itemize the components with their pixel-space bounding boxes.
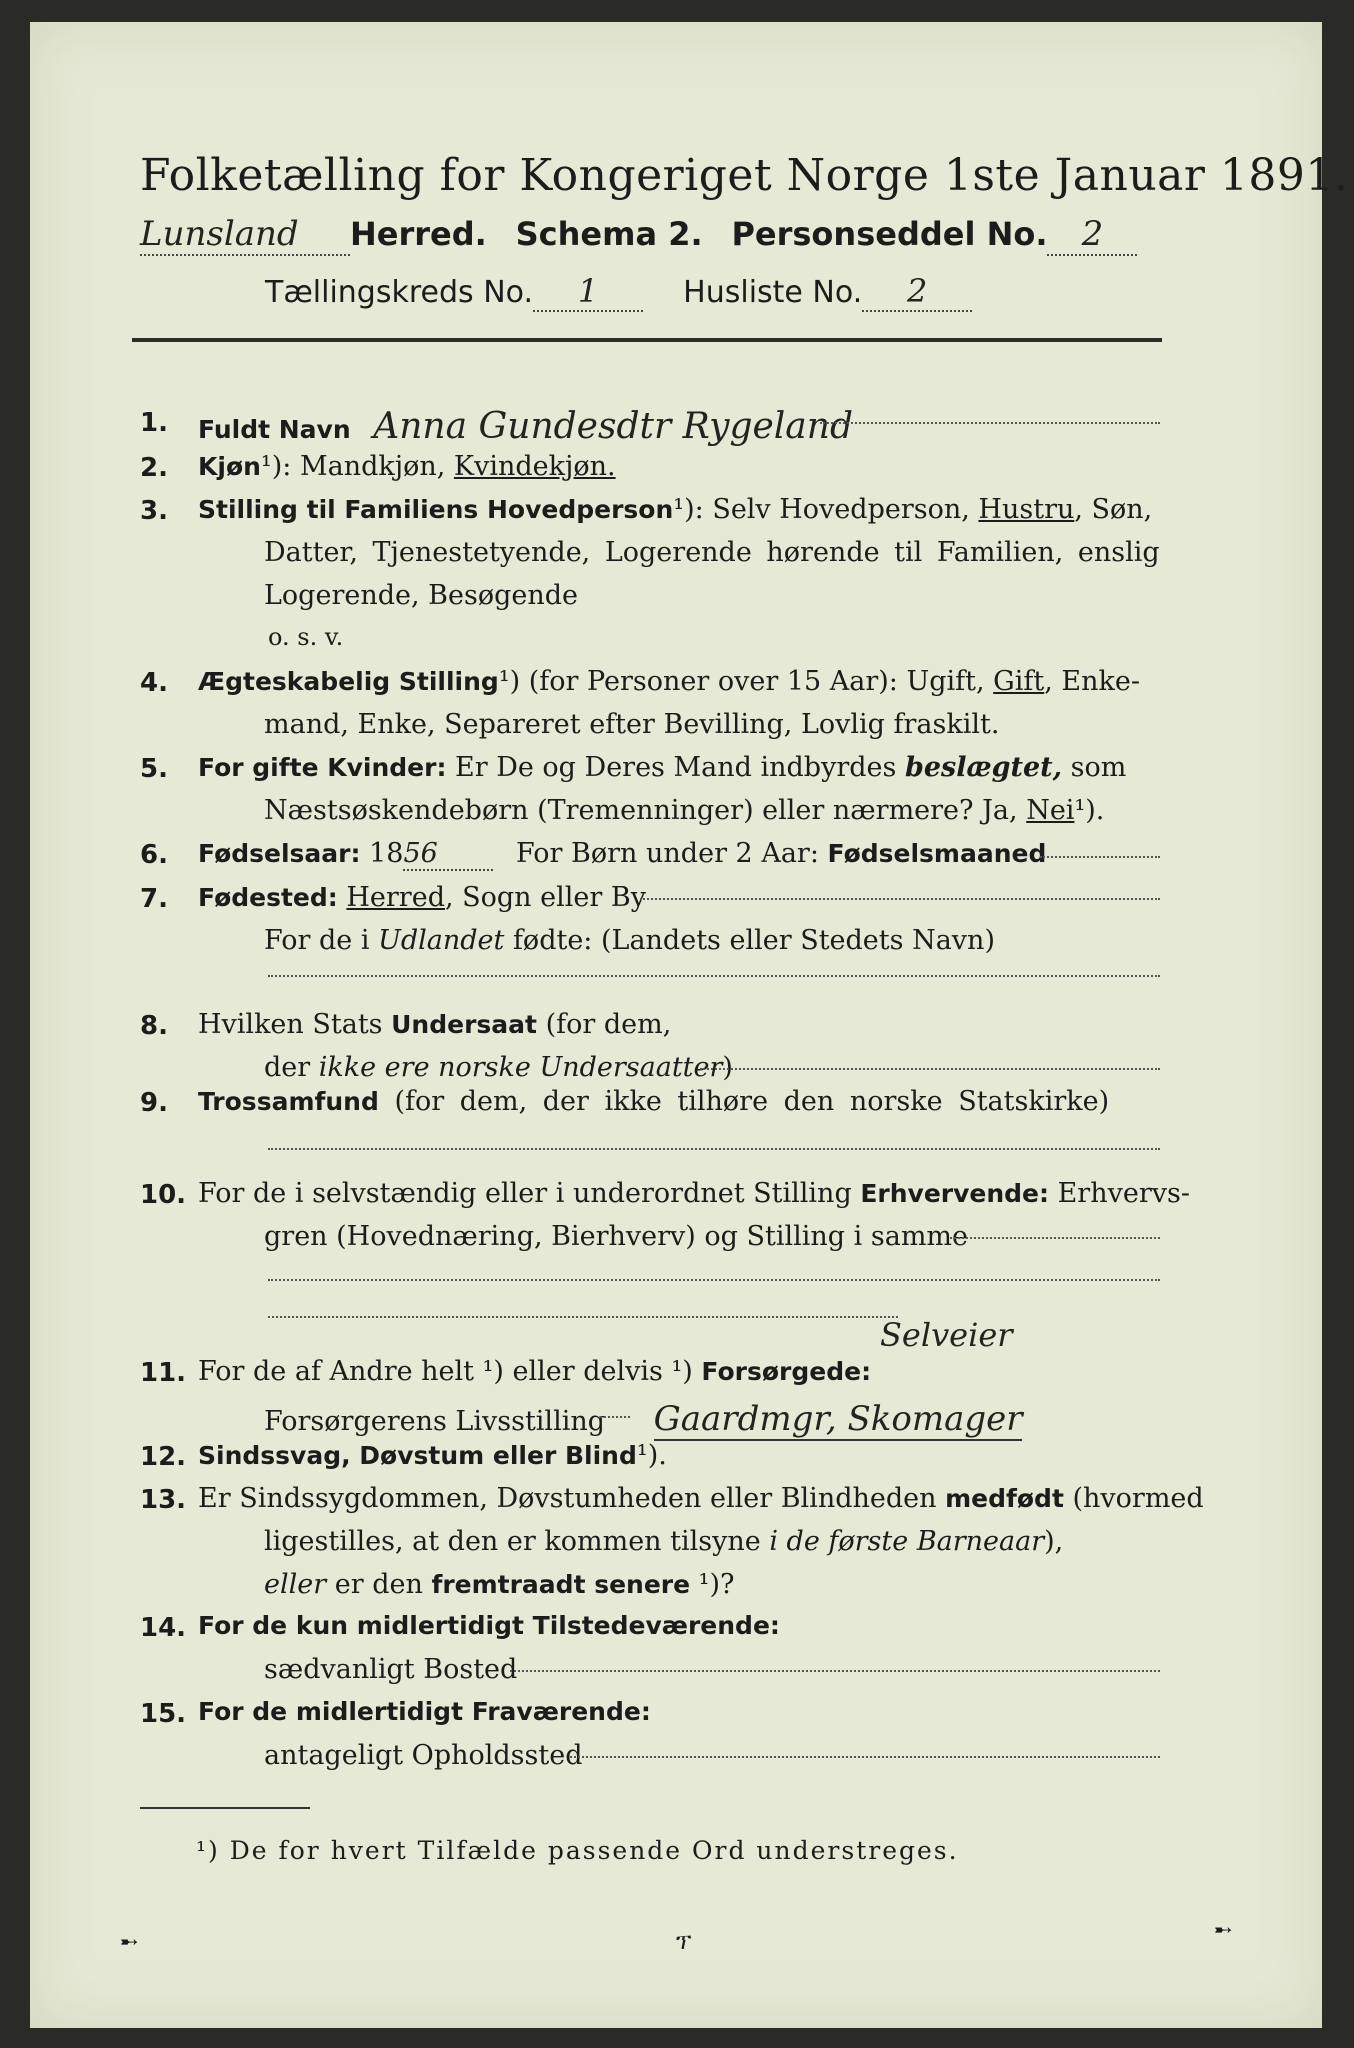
q8-line2-a: der	[264, 1052, 319, 1083]
q15-dotline	[570, 1756, 1160, 1758]
q9-line	[198, 1086, 1109, 1117]
q12-label: Sindssvag, Døvstum eller Blind	[198, 1441, 637, 1470]
q8-line1	[198, 1009, 671, 1040]
q8-dotline	[700, 1068, 1160, 1070]
q10-text-b: Erhvervende:	[860, 1179, 1050, 1208]
q9-number: 9.	[140, 1088, 168, 1118]
form-title: Folketælling for Kongeriget Norge 1ste Januar 1891.	[140, 150, 1349, 201]
q4-text-a: ¹) (for Personer over 15 Aar): Ugift,	[498, 666, 994, 697]
q1-line	[198, 406, 853, 447]
q8-line2-c: )	[722, 1052, 733, 1083]
q7-line1	[198, 882, 646, 913]
q5-line2-a: Næstsøskendebørn (Tremenninger) eller nærmere? Ja,	[264, 795, 1027, 826]
q2-number: 2.	[140, 453, 168, 483]
q3-selected: Hustru	[978, 494, 1075, 525]
q4-line2: mand, Enke, Separeret efter Bevilling, Lovlig fraskilt.	[264, 709, 1000, 740]
q3-label: Stilling til Familiens Hovedperson	[198, 495, 674, 524]
q10-number: 10.	[140, 1180, 187, 1210]
q8-label-c: (for dem,	[536, 1009, 672, 1040]
q6-dotline	[1040, 856, 1160, 858]
q11-line1	[198, 1356, 871, 1387]
q13-text-a: Er Sindssygdommen, Døvstumheden eller Blindheden	[198, 1483, 946, 1514]
q7-answer-line	[268, 975, 1160, 977]
q11-label-2: Forsørgerens Livsstilling	[264, 1406, 606, 1437]
q14-dotline	[510, 1670, 1160, 1672]
q10-dotline	[950, 1237, 1160, 1239]
husliste-value: 2	[862, 272, 972, 312]
q3-text-a: ¹): Selv Hovedperson,	[673, 494, 979, 525]
q5-label: For gifte Kvinder:	[198, 753, 447, 782]
q1-label: Fuldt Navn	[198, 415, 351, 444]
q14-label: For de kun midlertidigt Tilstedeværende:	[198, 1611, 780, 1640]
header-kreds-line	[265, 272, 972, 312]
q1-number: 1.	[140, 408, 168, 438]
q6-rest: For Børn under 2 Aar:	[516, 838, 828, 869]
q7-label: Fødested:	[198, 883, 338, 912]
footnote: ¹) De for hvert Tilfælde passende Ord understreges.	[196, 1836, 959, 1865]
registration-mark-left: ➸	[120, 1930, 139, 1955]
q7-rest: , Sogn eller By	[444, 882, 646, 913]
q6-bold: Fødselsmaaned	[827, 839, 1047, 868]
q13-line2	[264, 1526, 1063, 1557]
q1-dotline	[820, 422, 1160, 424]
q8-label-a: Hvilken Stats	[198, 1009, 392, 1040]
q14-line2: sædvanligt Bosted	[264, 1654, 518, 1685]
q13-line3-d: ¹)?	[690, 1569, 735, 1600]
q6-number: 6.	[140, 840, 168, 870]
q11-handwritten-top: Selveier	[880, 1316, 1013, 1354]
q14-number: 14.	[140, 1613, 187, 1643]
q1-value: Anna Gundesdtr Rygeland	[373, 406, 853, 447]
husliste-label: Husliste No.	[683, 275, 863, 310]
q4-number: 4.	[140, 668, 168, 698]
q8-line2-b: ikke ere norske Undersaatter	[318, 1052, 723, 1083]
q7-line2	[264, 925, 995, 956]
q8-line2	[264, 1052, 733, 1083]
q4-selected: Gift	[993, 666, 1045, 697]
q12-rest: ¹).	[636, 1440, 667, 1471]
q10-answer-line	[268, 1279, 1160, 1281]
q7-line2-a: For de i	[264, 925, 379, 956]
q11-text-b: Forsørgede:	[701, 1357, 872, 1386]
q13-line1	[198, 1483, 1204, 1514]
q4-text-c: , Enke-	[1044, 666, 1140, 697]
q7-line2-b: Udlandet	[378, 925, 505, 956]
q3-line3: Logerende, Besøgende	[264, 580, 578, 611]
q9-label: Trossamfund	[198, 1087, 379, 1116]
q11-text-a: For de af Andre helt ¹) eller delvis ¹)	[198, 1356, 702, 1387]
q5-number: 5.	[140, 754, 168, 784]
q8-label-b: Undersaat	[391, 1010, 537, 1039]
q5-line2	[264, 795, 1104, 826]
q3-line1	[198, 494, 1152, 525]
q12-line	[198, 1440, 667, 1471]
q5-text-a: Er De og Deres Mand indbyrdes	[446, 752, 905, 783]
q13-line2-a: ligestilles, at den er kommen tilsyne	[264, 1526, 770, 1557]
q7-line2-c: fødte: (Landets eller Stedets Navn)	[504, 925, 995, 956]
q2-selected: Kvindekjøn.	[453, 451, 616, 482]
q8-number: 8.	[140, 1011, 168, 1041]
q10-text-a: For de i selvstændig eller i underordnet Stilling	[198, 1178, 861, 1209]
q15-line2: antageligt Opholdssted	[264, 1740, 583, 1771]
q13-text-b: medfødt	[945, 1484, 1064, 1513]
q9-text: (for dem, der ikke tilhøre den norske Statskirke)	[378, 1086, 1110, 1117]
q7-dotline	[640, 898, 1160, 900]
q10-line1	[198, 1178, 1190, 1209]
q10-text-c: Erhvervs-	[1049, 1178, 1190, 1209]
q10-answer-line-2	[268, 1316, 898, 1318]
q11-number: 11.	[140, 1358, 187, 1388]
q13-line2-b: i de første Barneaar	[769, 1526, 1045, 1557]
q5-text-c: som	[1062, 752, 1127, 783]
q13-line3	[264, 1569, 735, 1600]
q3-line2: Datter, Tjenestetyende, Logerende hørende til Familien, enslig	[264, 537, 1160, 568]
q12-number: 12.	[140, 1442, 187, 1472]
q11-line2	[264, 1399, 1022, 1439]
q15-label: For de midlertidigt Fraværende:	[198, 1697, 651, 1726]
q13-text-c: (hvormed	[1063, 1483, 1204, 1514]
q13-number: 13.	[140, 1485, 187, 1515]
herred-value: Lunsland	[140, 214, 350, 256]
q3-line4: o. s. v.	[268, 623, 344, 651]
q2-line	[198, 451, 616, 482]
q13-line2-c: ),	[1044, 1526, 1064, 1557]
q3-text-c: , Søn,	[1074, 494, 1153, 525]
taellingskreds-value: 1	[533, 272, 643, 312]
q6-value: 56	[403, 838, 493, 871]
personseddel-label: Personseddel No.	[731, 215, 1048, 253]
q15-number: 15.	[140, 1699, 187, 1729]
q4-line1	[198, 666, 1140, 697]
schema-label: Schema 2.	[515, 215, 703, 253]
q13-line3-b: er den	[326, 1569, 432, 1600]
q11-value: Gaardmgr, Skomager	[653, 1399, 1023, 1439]
q6-prefix: 18	[360, 838, 404, 869]
q5-line2-c: ¹).	[1074, 795, 1105, 826]
q13-line3-c: fremtraadt senere	[431, 1570, 691, 1599]
q9-answer-line	[268, 1148, 1160, 1150]
q13-line3-a: eller	[264, 1569, 327, 1600]
q6-line	[198, 838, 1046, 871]
registration-mark-center: ፕ	[676, 1930, 692, 1955]
q7-number: 7.	[140, 884, 168, 914]
footnote-rule	[140, 1807, 310, 1809]
q3-number: 3.	[140, 496, 168, 526]
q5-text-b: beslægtet,	[904, 752, 1063, 783]
q2-label: Kjøn	[198, 452, 261, 481]
q5-line1	[198, 752, 1126, 783]
q5-selected: Nei	[1026, 795, 1075, 826]
registration-mark-right: ➸	[1214, 1918, 1233, 1943]
herred-label: Herred.	[350, 215, 487, 253]
taellingskreds-label: Tællingskreds No.	[265, 275, 533, 310]
q2-options: ¹): Mandkjøn,	[260, 451, 454, 482]
header-herred-line	[140, 214, 1137, 256]
header-divider	[132, 338, 1162, 342]
q10-line2: gren (Hovednæring, Bierhverv) og Stilling i samme	[264, 1221, 969, 1252]
q4-label: Ægteskabelig Stilling	[198, 667, 499, 696]
q11-dotline	[600, 1416, 630, 1418]
q6-label: Fødselsaar:	[198, 839, 361, 868]
q7-selected: Herred	[346, 882, 445, 913]
personseddel-value: 2	[1047, 214, 1137, 256]
